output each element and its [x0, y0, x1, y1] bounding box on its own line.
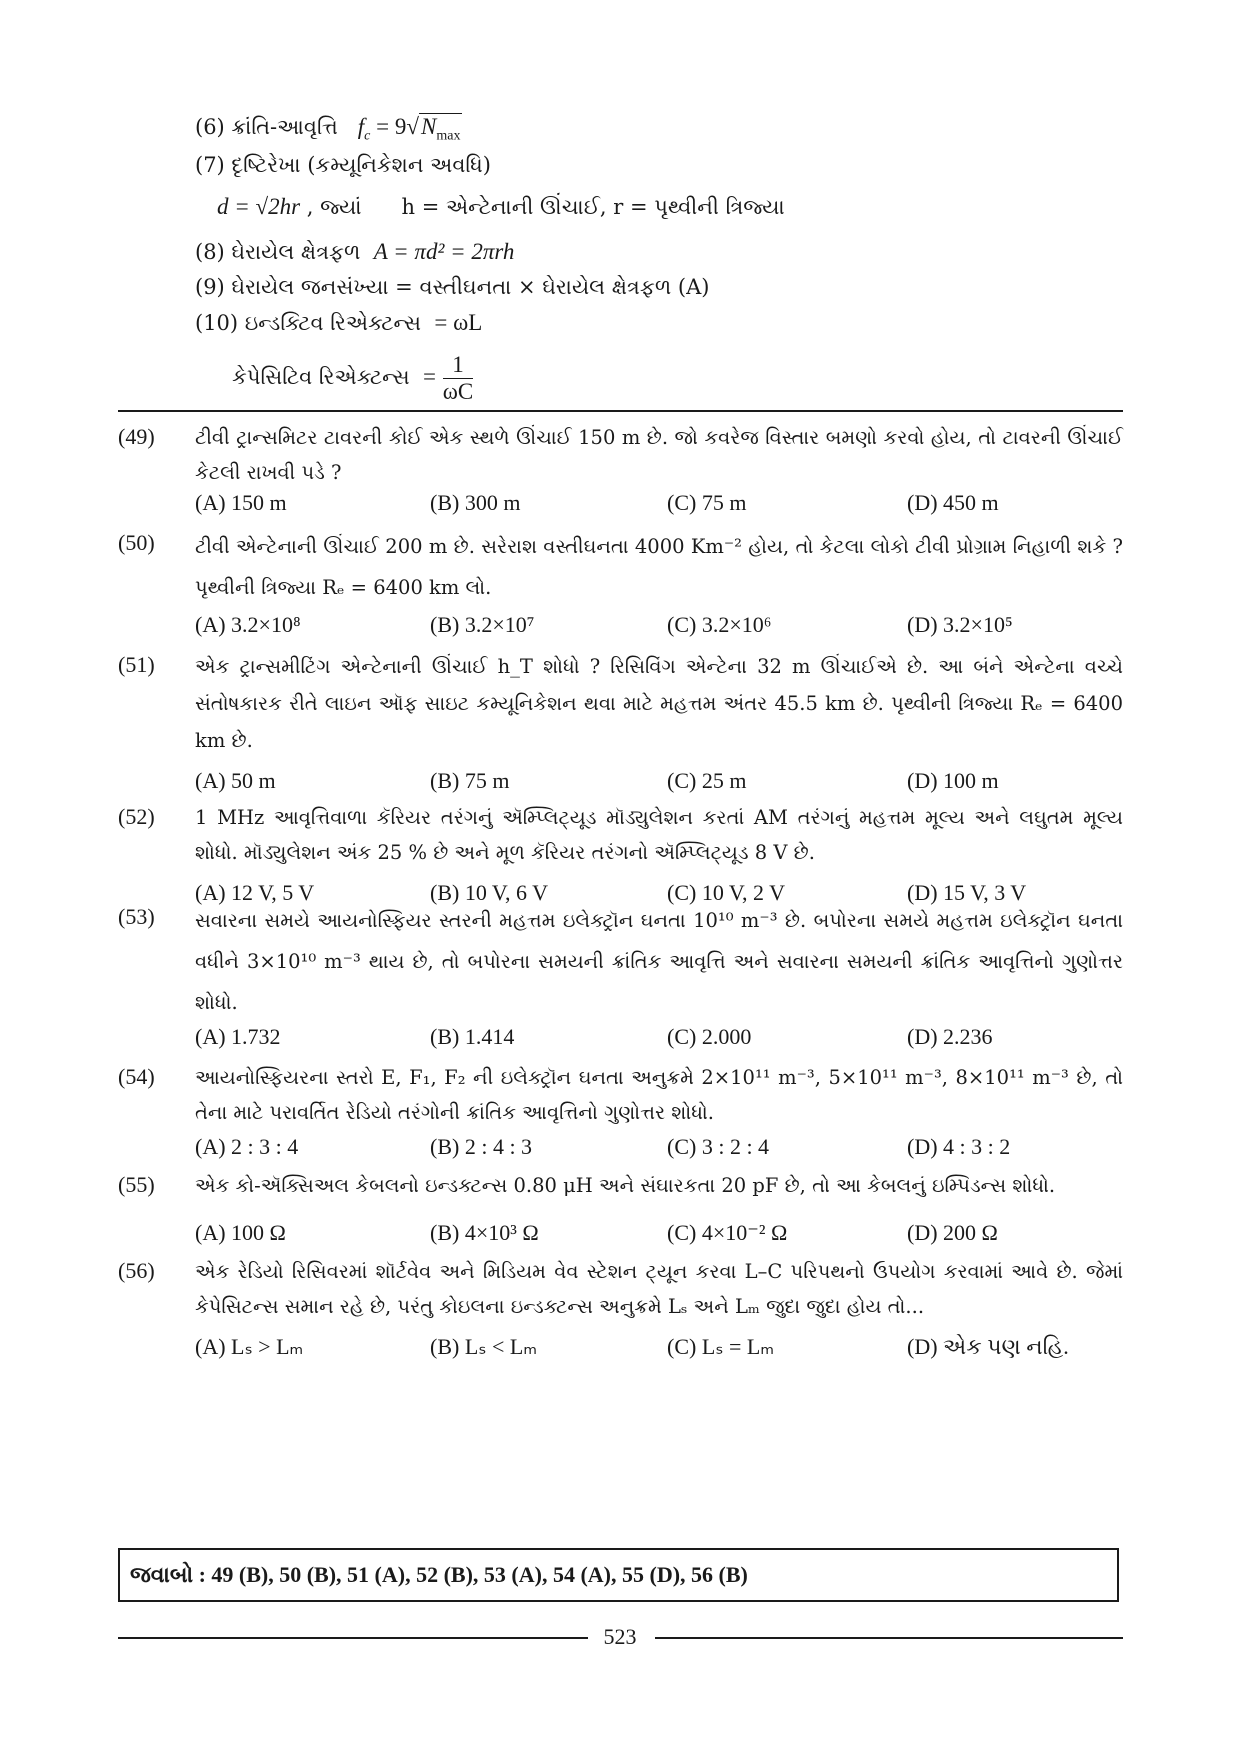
- option-b: (B) 1.414: [430, 1024, 515, 1049]
- question-text: એક કો-ઍક્સિઅલ કેબલનો ઇન્ડક્ટન્સ 0.80 μH અને સંઘારકતા 20 pF છે, તો આ કેબલનું ઇમ્પિડન્સ શોધો.: [195, 1174, 1056, 1197]
- option-b: (B) 4×10³ Ω: [430, 1220, 539, 1245]
- formula-6: [195, 112, 462, 142]
- options-row: [195, 1130, 1123, 1164]
- question-53: [118, 900, 1123, 1060]
- option-c: (C) Lₛ = Lₘ: [667, 1334, 775, 1359]
- formula-8: [195, 237, 514, 267]
- question-50: [118, 526, 1123, 650]
- fraction-numerator: 1: [443, 352, 473, 379]
- page-number: 523: [603, 1624, 637, 1649]
- formula-9: (9) ઘેરાયેલ જનસંખ્યા = વસ્તીઘનતા × ઘેરાયેલ ક્ષેત્રફળ (A): [195, 275, 710, 299]
- option-d: (D) 450 m: [907, 490, 999, 515]
- formula-10b-label: કેપેસિટિવ રિએક્ટન્સ: [232, 365, 410, 389]
- question-text: એક રેડિયો રિસિવરમાં શૉર્ટવેવ અને મિડિયમ વેવ સ્ટેશન ટ્યૂન કરવા L–C પરિપથનો ઉપયોગ કરવામાં આવે છે. જેમાં કેપેસિટન્સ સમાન રહે છે, પરંતુ કોઇલના ઇન્ડક્ટન્સ અનુક્રમે Lₛ અને Lₘ જુદા જુદા હોય તો...: [195, 1260, 1123, 1318]
- option-d: (D) 2.236: [907, 1024, 993, 1049]
- formula-7-math: d = √2hr: [217, 194, 301, 219]
- option-c: (C) 25 m: [667, 768, 747, 793]
- question-number: (52): [118, 804, 155, 829]
- options-row: [195, 486, 1123, 520]
- footer-rule-right: [655, 1637, 1123, 1639]
- formula-7: (7) દૃષ્ટિરેખા (કમ્યૂનિકેશન અવધિ): [195, 153, 491, 177]
- option-d: (D) 3.2×10⁵: [907, 612, 1013, 637]
- option-a: (A) 3.2×10⁸: [195, 612, 301, 637]
- question-text: આયનોસ્ફિયરના સ્તરો E, F₁, F₂ ની ઇલેક્ટ્રૉન ઘનતા અનુક્રમે 2×10¹¹ m⁻³, 5×10¹¹ m⁻³, 8×10¹¹ m⁻³ છે, તો તેના માટે પરાવર્તિત રેડિયો તરંગોની ક્રાંતિક આવૃત્તિનો ગુણોત્તર શોધો.: [195, 1066, 1123, 1124]
- question-56: [118, 1254, 1123, 1382]
- option-c: (C) 2.000: [667, 1024, 752, 1049]
- options-row: [195, 1216, 1123, 1250]
- option-c: (C) 75 m: [667, 490, 747, 515]
- option-a: (A) 100 Ω: [195, 1220, 286, 1245]
- answer-key-box: જવાબો : 49 (B), 50 (B), 51 (A), 52 (B), 53 (A), 54 (A), 55 (D), 56 (B): [118, 1548, 1119, 1602]
- question-number: (53): [118, 904, 155, 929]
- formula-8-label: (8) ઘેરાયેલ ક્ષેત્રફળ: [195, 240, 361, 264]
- option-d: (D) એક પણ નહિ.: [907, 1334, 1069, 1359]
- option-b: (B) 2 : 4 : 3: [430, 1134, 533, 1159]
- option-c: (C) 3 : 2 : 4: [667, 1134, 770, 1159]
- formula-8-math: A = πd² = 2πrh: [373, 239, 515, 264]
- option-c: (C) 4×10⁻² Ω: [667, 1220, 788, 1245]
- question-54: [118, 1060, 1123, 1172]
- option-b: (B) 75 m: [430, 768, 510, 793]
- option-a: (A) 2 : 3 : 4: [195, 1134, 299, 1159]
- formula-10-math: = ωL: [434, 310, 483, 335]
- question-text: ટીવી ટ્રાન્સમિટર ટાવરની કોઈ એક સ્થળે ઊંચાઈ 150 m છે. જો કવરેજ વિસ્તાર બમણો કરવો હોય, તો ટાવરની ઊંચાઈ કેટલી રાખવી પડે ?: [195, 426, 1123, 484]
- option-d: (D) 100 m: [907, 768, 999, 793]
- formula-7-where: , જ્યાં: [306, 195, 362, 219]
- question-number: (50): [118, 530, 155, 555]
- option-d: (D) 4 : 3 : 2: [907, 1134, 1011, 1159]
- formula-10: [195, 308, 482, 338]
- formula-10b: [232, 352, 473, 405]
- formula-6-label: (6) ક્રાંતિ-આવૃત્તિ: [195, 115, 338, 139]
- formula-7-expression: [217, 192, 785, 222]
- option-d: (D) 15 V, 3 V: [907, 880, 1027, 905]
- question-51: [118, 648, 1123, 798]
- option-b: (B) 300 m: [430, 490, 521, 515]
- option-a: (A) 50 m: [195, 768, 276, 793]
- option-a: (A) 1.732: [195, 1024, 281, 1049]
- options-row: [195, 1330, 1123, 1364]
- option-a: (A) 150 m: [195, 490, 287, 515]
- options-row: [195, 764, 1123, 798]
- question-text: 1 MHz આવૃત્તિવાળા કૅરિયર તરંગનું ઍમ્પ્લિટ્યૂડ મૉડ્યુલેશન કરતાં AM તરંગનું મહત્તમ મૂલ્ય અને લઘુતમ મૂલ્ય શોધો. મૉડ્યુલેશન અંક 25 % છે અને મૂળ કૅરિયર તરંગનો ઍમ્પ્લિટ્યૂડ 8 V છે.: [195, 806, 1123, 864]
- option-b: (B) Lₛ < Lₘ: [430, 1334, 538, 1359]
- question-49: [118, 420, 1123, 532]
- option-b: (B) 3.2×10⁷: [430, 612, 535, 637]
- option-a: (A) Lₛ > Lₘ: [195, 1334, 304, 1359]
- options-row: [195, 608, 1123, 642]
- question-number: (49): [118, 424, 155, 449]
- question-number: (56): [118, 1258, 155, 1283]
- option-c: (C) 3.2×10⁶: [667, 612, 772, 637]
- question-text: એક ટ્રાન્સમીટિંગ એન્ટેનાની ઊંચાઈ h_T શોધો ? રિસિવિંગ એન્ટેના 32 m ઊંચાઈએ છે. આ બંને એન્ટેના વચ્ચે સંતોષકારક રીતે લાઇન ઑફ સાઇટ કમ્યૂનિકેશન થવા માટે મહત્તમ અંતર 45.5 km છે. પૃથ્વીની ત્રિજ્યા Rₑ = 6400 km છે.: [195, 655, 1123, 752]
- option-b: (B) 10 V, 6 V: [430, 880, 548, 905]
- formula-10-label: (10) ઇન્ડક્ટિવ રિએક્ટન્સ: [195, 311, 422, 335]
- question-55: [118, 1168, 1123, 1262]
- question-number: (54): [118, 1064, 155, 1089]
- question-number: (51): [118, 652, 155, 677]
- options-row: [195, 1020, 1123, 1054]
- fraction-denominator: ωC: [442, 379, 474, 404]
- question-number: (55): [118, 1172, 155, 1197]
- option-d: (D) 200 Ω: [907, 1220, 998, 1245]
- question-text: સવારના સમયે આયનોસ્ફિયર સ્તરની મહત્તમ ઇલેક્ટ્રૉન ઘનતા 10¹⁰ m⁻³ છે. બપોરના સમયે મહત્તમ ઇલેક્ટ્રૉન ઘનતા વધીને 3×10¹⁰ m⁻³ થાય છે, તો બપોરના સમયની ક્રાંતિક આવૃત્તિ અને સવારના સમયની ક્રાંતિક આવૃત્તિનો ગુણોત્તર શોધો.: [195, 909, 1123, 1014]
- question-text: ટીવી એન્ટેનાની ઊંચાઈ 200 m છે. સરેરાશ વસ્તીઘનતા 4000 Km⁻² હોય, તો કેટલા લોકો ટીવી પ્રોગ્રામ નિહાળી શકે ? પૃથ્વીની ત્રિજ્યા Rₑ = 6400 km લો.: [195, 535, 1123, 599]
- question-52: [118, 800, 1123, 910]
- option-a: (A) 12 V, 5 V: [195, 880, 315, 905]
- section-divider: [118, 410, 1123, 412]
- formula-6-expression: $f_c = 9√N_{max}$: [357, 114, 461, 144]
- formula-10b-eq: =: [423, 364, 437, 389]
- option-c: (C) 10 V, 2 V: [667, 880, 785, 905]
- footer-rule-left: [118, 1637, 588, 1639]
- formula-10b-fraction: [443, 352, 473, 405]
- formula-7-description: h = એન્ટેનાની ઊંચાઈ, r = પૃથ્વીની ત્રિજ્યા: [401, 195, 785, 219]
